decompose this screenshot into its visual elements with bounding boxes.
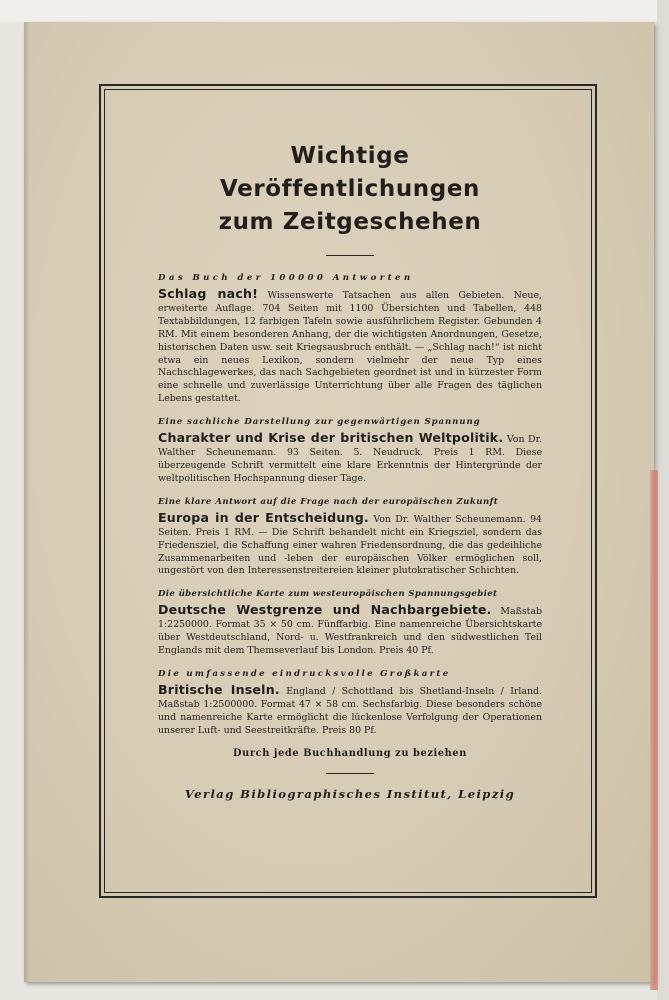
book-title: Britische Inseln.	[158, 681, 280, 697]
book-title: Deutsche Westgrenze und Nachbargebiete.	[158, 602, 492, 618]
title-divider	[326, 255, 374, 256]
section-text: Von Dr. Walther Scheunemann. 94 Seiten. Preis 1 RM. — Die Schrift behandelt nicht ein Kriegsziel, sondern das Friedensziel, die Schaffung einer wahren Friedensordnung, die das gedeihliche Zusammenarbeiten und -leben der europäischen Völker ermöglichen soll, ungestört von den Interessenstreitereien kleiner plutokratischer Schichten.	[158, 513, 543, 577]
advertisement-content	[158, 140, 542, 801]
page-title	[158, 140, 542, 239]
section-body	[158, 288, 542, 406]
background-top	[0, 0, 669, 22]
availability-note: Durch jede Buchhandlung zu beziehen	[233, 747, 467, 759]
section-britische-weltpolitik	[158, 416, 542, 486]
title-line-2: zum Zeitgeschehen	[218, 209, 482, 235]
section-britische-inseln-karte	[158, 668, 542, 738]
section-heading: Das Buch der 100000 Antworten	[158, 273, 414, 283]
section-body	[158, 509, 543, 579]
section-heading: Eine sachliche Darstellung zur gegenwärtigen Spannung	[158, 417, 481, 428]
footer-divider	[326, 773, 374, 774]
section-text: Maßstab 1:2250000. Format 35 × 50 cm. Fünffarbig. Eine namenreiche Übersichtskarte über Westdeutschland, Nord- u. Westfrankreich und den südwestlichen Teil Englands mit dem Themseverlauf bis London. Preis 40 Pf.	[158, 606, 543, 657]
book-title: Schlag nach!	[158, 286, 259, 301]
section-body	[158, 604, 542, 658]
section-schlag-nach	[158, 272, 542, 406]
publisher-line: Verlag Bibliographisches Institut, Leipzig	[184, 786, 516, 801]
background-right	[657, 0, 669, 1000]
title-line-1: Wichtige Veröffentlichungen	[219, 143, 481, 202]
red-page-edge	[650, 470, 658, 990]
section-heading: Eine klare Antwort auf die Frage nach der europäischen Zukunft	[158, 496, 499, 507]
section-text: Wissenswerte Tatsachen aus allen Gebieten. Neue, erweiterte Auflage. 704 Seiten mit 1100 Übersichten und Tabellen, 448 Textabbildungen, 12 farbigen Tafeln sowie ausführlichem Register. Gebunden 4 RM. Mit einem besonderen Anhang, der die wichtigsten Anordnungen, Gesetze, historischen Daten usw. seit Kriegsausbruch enthält. — „Schlag nach!“ ist nicht etwa ein neues Lexikon, sondern vielmehr der neue Typ eines Nachschlagewerkes, das nach Sachgebieten geordnet ist und in kürzester Form eine schnelle und zuverlässige Unterrichtung über alle Fragen des täglichen Lebens gestattet.	[158, 290, 542, 405]
section-heading: Die übersichtliche Karte zum westeuropäischen Spannungsgebiet	[158, 589, 498, 600]
section-body	[158, 681, 542, 738]
cover-spine-shadow	[24, 22, 30, 982]
section-text: England / Schottland bis Shetland-Inseln / Irland. Maßstab 1:2500000. Format 47 × 58 cm. Sechsfarbig. Diese besonders schöne und namenreiche Karte ermöglicht die lückenlose Verfolgung der Operationen unserer Luft- und Seestreitkräfte. Preis 80 Pf.	[158, 685, 542, 736]
section-heading: Die umfassende eindrucksvolle Großkarte	[158, 668, 451, 679]
section-body	[158, 432, 542, 486]
section-europa-entscheidung	[158, 496, 542, 579]
section-text: Von Dr. Walther Scheunemann. 93 Seiten. 5. Neudruck. Preis 1 RM. Diese überzeugende Schrift vermittelt eine klare Erkenntnis der Hintergründe der weltpolitischen Hochspannung dieser Tage.	[158, 434, 542, 484]
section-westgrenze-karte	[158, 588, 542, 658]
book-title: Charakter und Krise der britischen Weltpolitik.	[158, 430, 504, 446]
book-title: Europa in der Entscheidung.	[158, 509, 369, 525]
